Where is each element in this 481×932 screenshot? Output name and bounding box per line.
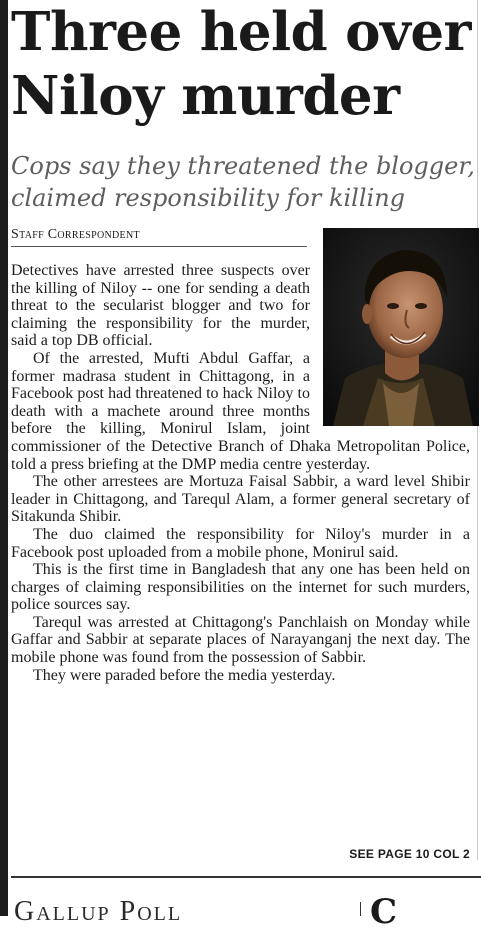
page-edge-bar	[0, 0, 8, 916]
byline: Staff Correspondent	[11, 227, 307, 247]
paragraph-1: Detectives have arrested three suspects over the killing of Niloy -- one for sending a death threat to the secularist blogger and two for claiming the responsibility for the murder, said a top DB official.	[11, 262, 310, 350]
paragraph-4: The duo claimed the responsibility for Niloy's murder in a Facebook post uploaded from a mobile phone, Monirul said.	[11, 525, 470, 561]
headline-line-2: Niloy murder	[11, 65, 400, 127]
column-divider	[360, 902, 361, 916]
jump-line: SEE PAGE 10 COL 2	[349, 847, 470, 861]
paragraph-7: They were paraded before the media yesterday.	[33, 666, 336, 684]
section-divider	[11, 876, 481, 878]
paragraph-6: Tarequl was arrested at Chittagong's Panchlaish on Monday while Gaffar and Sabbir at separate places of Narayanganj the next day. The mobile phone was found from the possession of Sabbir.	[11, 613, 470, 667]
headline	[11, 0, 481, 128]
subheadline-line-2: claimed responsibility for killing	[11, 184, 406, 212]
next-story-headline: Gallup Poll	[14, 896, 183, 927]
paragraph-3: The other arrestees are Mortuza Faisal Sabbir, a ward level Shibir leader in Chittagong, and Tarequl Alam, a former general secretary of Sitakunda Shibir.	[11, 473, 470, 526]
paragraph-2	[11, 350, 470, 473]
paragraph-2-text: Of the arrested, Mufti Abdul Gaffar, a former madrasa student in Chittagong, in a Facebook post had threatened to hack Niloy to death with a machete around three months before the killing, Monirul Islam, joint commissioner of the Detective Branch of Dhaka Metropolitan Police, told a press briefing at the DMP media centre yesterday.	[11, 349, 470, 473]
subheadline	[11, 150, 476, 214]
subheadline-line-1: Cops say they threatened the blogger,	[11, 152, 475, 180]
article-body	[11, 262, 470, 684]
paragraph-5: This is the first time in Bangladesh that any one has been held on charges of claiming responsibilities on the internet for such murders, police sources say.	[11, 561, 470, 614]
headline-line-1: Three held over	[11, 1, 471, 63]
next-story-initial: C	[370, 892, 398, 932]
column-rule	[477, 0, 478, 860]
